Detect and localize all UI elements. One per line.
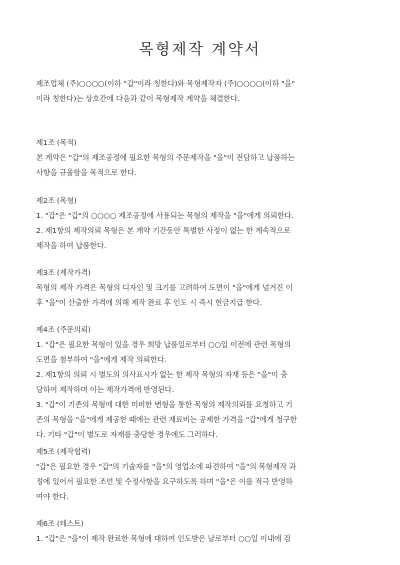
section-heading: 제1조 (목적): [36, 138, 77, 147]
section-5: [36, 444, 366, 504]
section-line: 1. "갑"은 "갑"의 ○○○○ 제조공정에 사용되는 목형의 제작을 "을"에게 의뢰한다.: [36, 211, 294, 220]
section-line: 여야 한다.: [36, 492, 69, 501]
section-heading: 제3조 (제작가격): [36, 268, 91, 277]
section-line: 제작을 하여 납품한다.: [36, 241, 107, 250]
section-line: 당하여 제작하며 이는 제작가격에 반영된다.: [36, 385, 174, 394]
section-line: 1. "갑"은 필요한 목형이 있을 경우 희망 납품일로부터 ○○일 이전에 관련 목형의: [36, 340, 292, 349]
section-3: [36, 265, 366, 310]
section-line: 도면을 첨부하여 "을"에게 제작 의뢰한다.: [36, 355, 167, 364]
section-line: 2. 제1항의 제작의뢰 목형은 본 계약 기간동안 특별한 사정이 없는 한 계속적으로: [36, 226, 291, 235]
section-line: 3. "갑"이 기존의 목형에 대한 미비한 변형을 통한 목형의 제작의뢰를 요청하고 기: [36, 400, 293, 409]
section-1: [36, 135, 366, 180]
section-line: 다. 기타 "갑"이 별도로 자재를 충당한 경우에도 그러하다.: [36, 430, 218, 439]
intro-paragraph: [36, 76, 366, 106]
section-line: 2. 제1항의 의뢰 시 별도의 의사표시가 없는 한 제작 목형의 자재 등은 "을"이 충: [36, 370, 288, 379]
section-line: 정에 있어서 필요한 조언 및 수정사항을 요구하도록 하며 "을"은 이를 적극 반영하: [36, 477, 293, 486]
section-6: [36, 516, 366, 546]
section-line: 목형의 제작 가격은 목형의 디자인 및 크기를 고려하여 도면이 "을"에게 넘겨진 이: [36, 283, 293, 292]
intro-line: 제조업체 (주)○○○○(이하 "갑"이라 칭한다)와 목형제작자 (주)○○○○(이하 "을": [36, 79, 295, 88]
section-line: 후 "을"이 산출한 가격에 의해 제작 완료 후 인도 시 즉시 현금지급 한다.: [36, 298, 262, 307]
section-2: [36, 193, 366, 253]
intro-line: 이라 칭한다)는 상호간에 다음과 같이 목형제작 계약을 체결한다.: [36, 94, 240, 103]
section-heading: 제2조 (목형): [36, 196, 77, 205]
section-line: 존의 목형을 "을"에게 제공한 때에는 관련 재료비는 공제한 가격을 "갑"에게 청구한: [36, 415, 297, 424]
section-line: 본 계약은 "갑"의 제조공정에 필요한 목형의 주문제작을 "을"이 전담하고 납품하는: [36, 153, 295, 162]
section-line: "갑"은 필요한 경우 "갑"의 기술자를 "을"의 영업소에 파견하여 "을"의 목형제작 과: [36, 462, 297, 471]
document-title: 목형제작 계약서: [138, 40, 262, 58]
section-line: 1. "갑"은 "을"이 제작 완료한 목형에 대하여 인도받은 날로부터 ○○일 이내에 검: [36, 534, 291, 543]
section-line: 사항을 규율함을 목적으로 한다.: [36, 168, 137, 177]
section-heading: 제5조 (제작협력): [36, 447, 91, 456]
section-heading: 제6조 (테스트): [36, 519, 84, 528]
section-4: [36, 322, 366, 442]
section-heading: 제4조 (주문의뢰): [36, 325, 91, 334]
